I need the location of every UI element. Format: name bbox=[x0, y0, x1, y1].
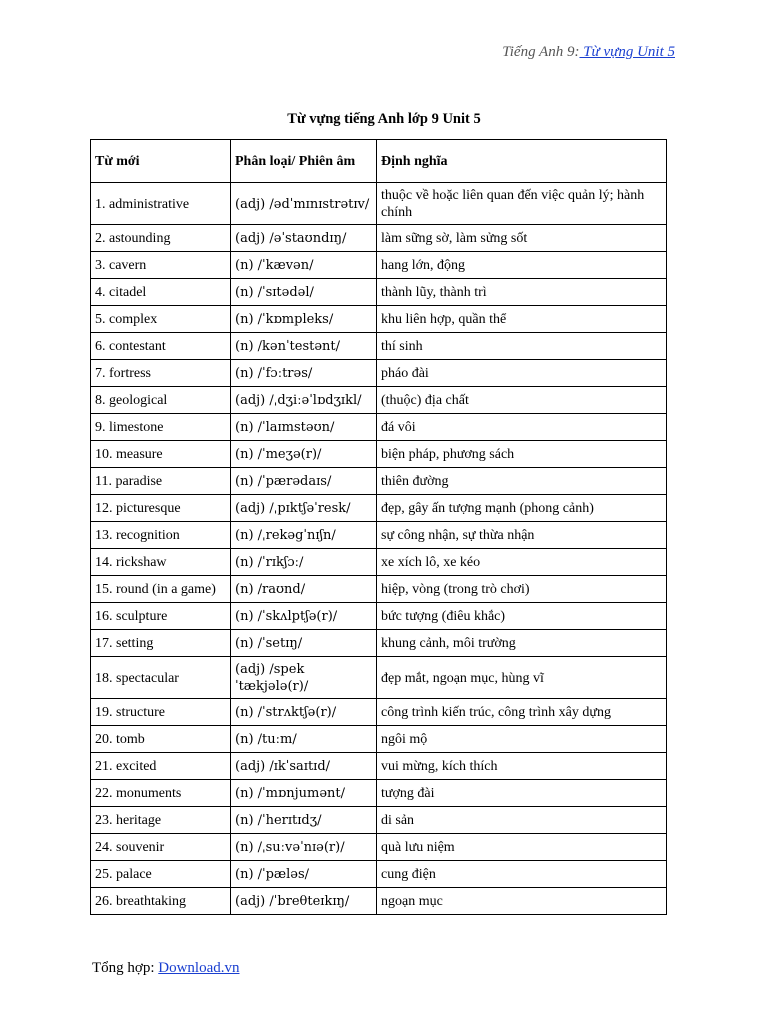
vocab-word-cell: 9. limestone bbox=[91, 414, 231, 441]
vocab-word-cell: 4. citadel bbox=[91, 279, 231, 306]
definition-cell: đẹp mắt, ngoạn mục, hùng vĩ bbox=[377, 657, 667, 699]
vocab-word-cell: 7. fortress bbox=[91, 360, 231, 387]
definition-cell: công trình kiến trúc, công trình xây dựng bbox=[377, 699, 667, 726]
pronunciation-cell: (n) /ˌrekəgˈnɪʃn/ bbox=[231, 522, 377, 549]
pronunciation-cell: (adj) /ədˈmɪnɪstrətɪv/ bbox=[231, 183, 377, 225]
vocab-word-cell: 6. contestant bbox=[91, 333, 231, 360]
definition-cell: tượng đài bbox=[377, 780, 667, 807]
pronunciation-cell: (adj) /ˈbreθteɪkɪŋ/ bbox=[231, 888, 377, 915]
definition-cell: thí sinh bbox=[377, 333, 667, 360]
table-row bbox=[91, 630, 667, 657]
definition-cell: cung điện bbox=[377, 861, 667, 888]
table-header-row bbox=[91, 140, 667, 183]
pronunciation-cell: (n) /ˈrɪkʃɔː/ bbox=[231, 549, 377, 576]
footer-prefix: Tổng hợp: bbox=[92, 960, 159, 976]
pronunciation-cell: (n) /ˌsuːvəˈnɪə(r)/ bbox=[231, 834, 377, 861]
header-prefix: Tiếng Anh 9: bbox=[502, 44, 580, 60]
table-row bbox=[91, 441, 667, 468]
pronunciation-cell: (n) /ˈmɒnjumənt/ bbox=[231, 780, 377, 807]
definition-cell: quà lưu niệm bbox=[377, 834, 667, 861]
table-row bbox=[91, 333, 667, 360]
table-row bbox=[91, 603, 667, 630]
definition-cell: làm sững sờ, làm sửng sốt bbox=[377, 225, 667, 252]
definition-cell: khung cảnh, môi trường bbox=[377, 630, 667, 657]
table-row bbox=[91, 834, 667, 861]
vocab-word-cell: 14. rickshaw bbox=[91, 549, 231, 576]
table-row bbox=[91, 522, 667, 549]
pronunciation-cell: (n) /ˈherɪtɪdʒ/ bbox=[231, 807, 377, 834]
pronunciation-cell: (n) /ˈfɔːtrəs/ bbox=[231, 360, 377, 387]
pronunciation-cell: (n) /ˈkævən/ bbox=[231, 252, 377, 279]
pronunciation-cell: (adj) /ɪkˈsaɪtɪd/ bbox=[231, 753, 377, 780]
definition-cell: bức tượng (điêu khắc) bbox=[377, 603, 667, 630]
pronunciation-cell: (n) /ˈpærədaɪs/ bbox=[231, 468, 377, 495]
pronunciation-cell: (n) /ˈskʌlptʃə(r)/ bbox=[231, 603, 377, 630]
definition-cell: thiên đường bbox=[377, 468, 667, 495]
page-header bbox=[502, 44, 675, 61]
vocab-word-cell: 17. setting bbox=[91, 630, 231, 657]
pronunciation-cell: (adj) /spekˈtækjələ(r)/ bbox=[231, 657, 377, 699]
pronunciation-cell: (n) /kənˈtestənt/ bbox=[231, 333, 377, 360]
footer-link[interactable]: Download.vn bbox=[158, 960, 240, 976]
table-row bbox=[91, 753, 667, 780]
table-row bbox=[91, 183, 667, 225]
table-row bbox=[91, 780, 667, 807]
vocab-word-cell: 18. spectacular bbox=[91, 657, 231, 699]
column-header-definition: Định nghĩa bbox=[377, 140, 667, 183]
table-row bbox=[91, 468, 667, 495]
vocab-word-cell: 24. souvenir bbox=[91, 834, 231, 861]
vocabulary-table bbox=[90, 139, 667, 915]
definition-cell: xe xích lô, xe kéo bbox=[377, 549, 667, 576]
vocab-word-cell: 8. geological bbox=[91, 387, 231, 414]
page-title: Từ vựng tiếng Anh lớp 9 Unit 5 bbox=[287, 111, 481, 127]
pronunciation-cell: (n) /ˈpæləs/ bbox=[231, 861, 377, 888]
vocab-word-cell: 2. astounding bbox=[91, 225, 231, 252]
definition-cell: vui mừng, kích thích bbox=[377, 753, 667, 780]
vocab-word-cell: 19. structure bbox=[91, 699, 231, 726]
definition-cell: khu liên hợp, quần thể bbox=[377, 306, 667, 333]
table-row bbox=[91, 726, 667, 753]
column-header-word: Từ mới bbox=[91, 140, 231, 183]
vocab-word-cell: 25. palace bbox=[91, 861, 231, 888]
pronunciation-cell: (adj) /əˈstaʊndɪŋ/ bbox=[231, 225, 377, 252]
vocab-word-cell: 11. paradise bbox=[91, 468, 231, 495]
vocab-word-cell: 1. administrative bbox=[91, 183, 231, 225]
definition-cell: thuộc về hoặc liên quan đến việc quản lý; hành chính bbox=[377, 183, 667, 225]
pronunciation-cell: (n) /ˈstrʌktʃə(r)/ bbox=[231, 699, 377, 726]
table-row bbox=[91, 861, 667, 888]
table-row bbox=[91, 279, 667, 306]
definition-cell: biện pháp, phương sách bbox=[377, 441, 667, 468]
table-row bbox=[91, 252, 667, 279]
table-row bbox=[91, 888, 667, 915]
table-row bbox=[91, 387, 667, 414]
table-row bbox=[91, 360, 667, 387]
pronunciation-cell: (n) /ˈsetɪŋ/ bbox=[231, 630, 377, 657]
table-row bbox=[91, 549, 667, 576]
table-row bbox=[91, 699, 667, 726]
vocab-word-cell: 26. breathtaking bbox=[91, 888, 231, 915]
vocab-word-cell: 5. complex bbox=[91, 306, 231, 333]
pronunciation-cell: (n) /ˈmeʒə(r)/ bbox=[231, 441, 377, 468]
pronunciation-cell: (n) /tuːm/ bbox=[231, 726, 377, 753]
pronunciation-cell: (adj) /ˌpɪktʃəˈresk/ bbox=[231, 495, 377, 522]
definition-cell: thành lũy, thành trì bbox=[377, 279, 667, 306]
table-row bbox=[91, 306, 667, 333]
definition-cell: đẹp, gây ấn tượng mạnh (phong cảnh) bbox=[377, 495, 667, 522]
table-body bbox=[91, 183, 667, 915]
table-row bbox=[91, 495, 667, 522]
table-row bbox=[91, 225, 667, 252]
definition-cell: pháo đài bbox=[377, 360, 667, 387]
definition-cell: sự công nhận, sự thừa nhận bbox=[377, 522, 667, 549]
definition-cell: ngoạn mục bbox=[377, 888, 667, 915]
vocab-word-cell: 20. tomb bbox=[91, 726, 231, 753]
header-link[interactable]: Từ vựng Unit 5 bbox=[579, 44, 675, 60]
table-row bbox=[91, 576, 667, 603]
definition-cell: đá vôi bbox=[377, 414, 667, 441]
page-footer bbox=[92, 960, 240, 977]
definition-cell: (thuộc) địa chất bbox=[377, 387, 667, 414]
vocab-word-cell: 3. cavern bbox=[91, 252, 231, 279]
pronunciation-cell: (n) /raʊnd/ bbox=[231, 576, 377, 603]
pronunciation-cell: (n) /ˈsɪtədəl/ bbox=[231, 279, 377, 306]
column-header-pronunciation: Phân loại/ Phiên âm bbox=[231, 140, 377, 183]
definition-cell: hang lớn, động bbox=[377, 252, 667, 279]
vocab-word-cell: 12. picturesque bbox=[91, 495, 231, 522]
vocab-word-cell: 15. round (in a game) bbox=[91, 576, 231, 603]
pronunciation-cell: (adj) /ˌdʒiːəˈlɒdʒɪkl/ bbox=[231, 387, 377, 414]
table-row bbox=[91, 414, 667, 441]
pronunciation-cell: (n) /ˈkɒmpleks/ bbox=[231, 306, 377, 333]
definition-cell: ngôi mộ bbox=[377, 726, 667, 753]
definition-cell: di sản bbox=[377, 807, 667, 834]
pronunciation-cell: (n) /ˈlaɪmstəʊn/ bbox=[231, 414, 377, 441]
vocab-word-cell: 23. heritage bbox=[91, 807, 231, 834]
vocab-word-cell: 10. measure bbox=[91, 441, 231, 468]
vocab-word-cell: 22. monuments bbox=[91, 780, 231, 807]
table-row bbox=[91, 807, 667, 834]
vocab-word-cell: 16. sculpture bbox=[91, 603, 231, 630]
vocab-word-cell: 21. excited bbox=[91, 753, 231, 780]
vocab-word-cell: 13. recognition bbox=[91, 522, 231, 549]
table-row bbox=[91, 657, 667, 699]
definition-cell: hiệp, vòng (trong trò chơi) bbox=[377, 576, 667, 603]
